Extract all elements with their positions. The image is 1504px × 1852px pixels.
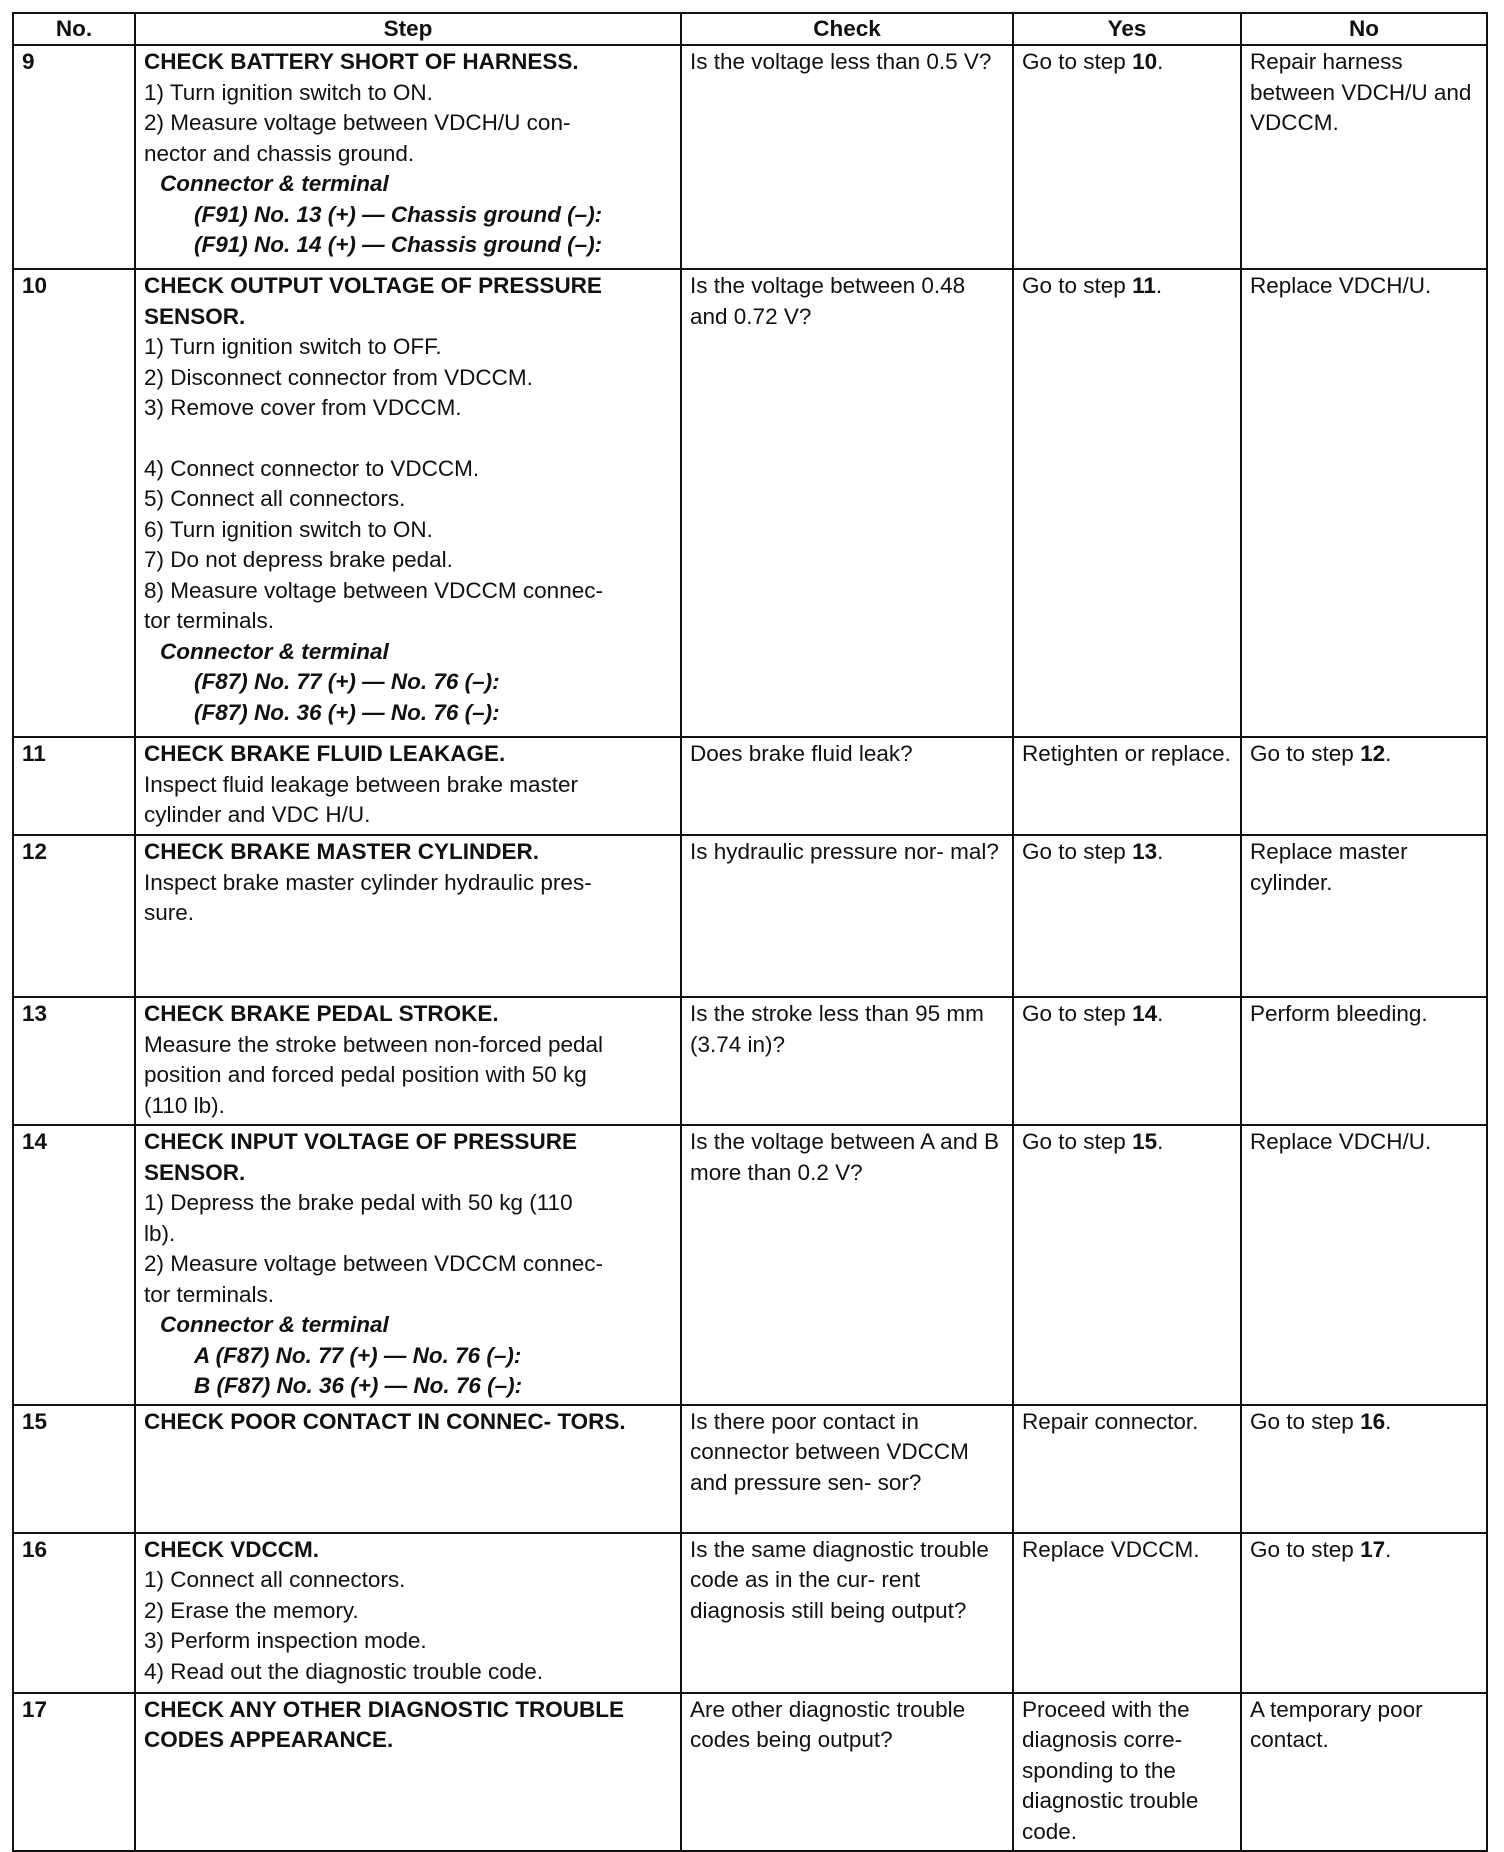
diagnostic-procedure-table	[12, 12, 1488, 1852]
yes-cell	[1013, 1125, 1241, 1405]
step-cell	[135, 1125, 681, 1405]
yes-step-number: 10	[1132, 49, 1158, 74]
step-line: 1) Connect all connectors.	[144, 1567, 406, 1592]
table-row	[13, 269, 1487, 737]
step-line: 2) Measure voltage between VDCH/U con-	[144, 110, 571, 135]
step-title: CHECK VDCCM.	[144, 1536, 320, 1562]
connector-terminal: (F87) No. 36 (+) — No. 76 (–):	[194, 699, 500, 725]
no-cell	[1241, 737, 1487, 835]
yes-text: Go to step	[1022, 1001, 1133, 1026]
yes-text: Go to step	[1022, 273, 1133, 298]
check-cell: Is the voltage between A and B more than 0.2 V?	[681, 1125, 1013, 1405]
step-line: Inspect fluid leakage between brake master	[144, 771, 579, 797]
step-number: 13	[13, 997, 135, 1125]
table-row	[13, 997, 1487, 1125]
step-cell	[135, 1693, 681, 1851]
table-header-row	[13, 13, 1487, 45]
no-step-number: 16	[1360, 1408, 1386, 1434]
step-line: 2) Measure voltage between VDCCM connec-	[144, 1251, 603, 1276]
step-line: 2) Erase the memory.	[144, 1597, 359, 1623]
table-row	[13, 1125, 1487, 1405]
yes-cell	[1013, 997, 1241, 1125]
connector-terminal-heading: Connector & terminal	[160, 1312, 389, 1337]
header-no: No.	[13, 13, 135, 45]
step-line: lb).	[144, 1220, 176, 1246]
step-cell	[135, 1533, 681, 1693]
table-row	[13, 1533, 1487, 1693]
step-number: 14	[13, 1125, 135, 1405]
step-line: nector and chassis ground.	[144, 140, 415, 166]
step-line: tor terminals.	[144, 1281, 275, 1307]
yes-cell: Repair connector.	[1013, 1405, 1241, 1533]
step-number: 16	[13, 1533, 135, 1693]
table-row	[13, 737, 1487, 835]
step-title: CHECK POOR CONTACT IN CONNEC- TORS.	[144, 1408, 626, 1434]
step-line: (110 lb).	[144, 1092, 225, 1118]
yes-suffix: .	[1157, 1129, 1164, 1154]
table-row	[13, 835, 1487, 997]
step-line: sure.	[144, 900, 195, 925]
connector-terminal: (F91) No. 13 (+) — Chassis ground (–):	[194, 201, 603, 227]
step-line: position and forced pedal position with 50 kg	[144, 1062, 587, 1087]
step-number: 11	[13, 737, 135, 835]
step-line: 3) Remove cover from VDCCM.	[144, 395, 462, 420]
step-cell	[135, 737, 681, 835]
no-cell	[1241, 1405, 1487, 1533]
no-text: Go to step	[1250, 1408, 1361, 1434]
step-line: Inspect brake master cylinder hydraulic pres-	[144, 869, 592, 895]
step-line: Measure the stroke between non-forced pedal	[144, 1031, 604, 1057]
step-line: 6) Turn ignition switch to ON.	[144, 516, 433, 542]
step-title: CHECK INPUT VOLTAGE OF PRESSURE SENSOR.	[144, 1129, 577, 1185]
yes-step-number: 15	[1132, 1129, 1158, 1154]
step-number: 17	[13, 1693, 135, 1851]
yes-cell	[1013, 835, 1241, 997]
step-cell	[135, 997, 681, 1125]
no-suffix: .	[1385, 1536, 1392, 1562]
yes-text: Go to step	[1022, 839, 1133, 864]
yes-cell: Retighten or replace.	[1013, 737, 1241, 835]
no-step-number: 17	[1360, 1536, 1386, 1562]
no-cell: Repair harness between VDCH/U and VDCCM.	[1241, 45, 1487, 269]
connector-terminal: (F91) No. 14 (+) — Chassis ground (–):	[194, 232, 603, 257]
step-line: 1) Turn ignition switch to OFF.	[144, 334, 442, 359]
step-title: CHECK OUTPUT VOLTAGE OF PRESSURE SENSOR.	[144, 273, 602, 329]
step-number: 10	[13, 269, 135, 737]
step-cell	[135, 1405, 681, 1533]
connector-terminal-heading: Connector & terminal	[160, 171, 389, 196]
step-line: 1) Depress the brake pedal with 50 kg (110	[144, 1190, 573, 1215]
check-cell: Is the stroke less than 95 mm (3.74 in)?	[681, 997, 1013, 1125]
check-cell: Does brake fluid leak?	[681, 737, 1013, 835]
step-title: CHECK BRAKE MASTER CYLINDER.	[144, 839, 540, 864]
yes-step-number: 13	[1132, 839, 1158, 864]
yes-cell	[1013, 45, 1241, 269]
check-cell: Are other diagnostic trouble codes being output?	[681, 1693, 1013, 1851]
check-cell: Is the same diagnostic trouble code as in the cur- rent diagnosis still being output?	[681, 1533, 1013, 1693]
connector-terminal: (F87) No. 77 (+) — No. 76 (–):	[194, 669, 500, 694]
step-title: CHECK BRAKE PEDAL STROKE.	[144, 1001, 499, 1026]
check-cell: Is the voltage between 0.48 and 0.72 V?	[681, 269, 1013, 737]
yes-suffix: .	[1157, 1001, 1164, 1026]
no-cell	[1241, 1533, 1487, 1693]
table-row	[13, 1693, 1487, 1851]
check-cell: Is there poor contact in connector between VDCCM and pressure sen- sor?	[681, 1405, 1013, 1533]
yes-suffix: .	[1157, 839, 1164, 864]
step-line: 5) Connect all connectors.	[144, 486, 406, 511]
step-number: 12	[13, 835, 135, 997]
header-step: Step	[135, 13, 681, 45]
step-line: 3) Perform inspection mode.	[144, 1628, 427, 1653]
table-row	[13, 45, 1487, 269]
step-title: CHECK BATTERY SHORT OF HARNESS.	[144, 49, 579, 74]
yes-text: Go to step	[1022, 49, 1133, 74]
header-yes: Yes	[1013, 13, 1241, 45]
yes-cell: Proceed with the diagnosis corre- sponding to the diagnostic trouble code.	[1013, 1693, 1241, 1851]
yes-cell	[1013, 269, 1241, 737]
yes-text: Go to step	[1022, 1129, 1133, 1154]
step-number: 15	[13, 1405, 135, 1533]
step-line: 4) Read out the diagnostic trouble code.	[144, 1658, 544, 1684]
yes-suffix: .	[1155, 273, 1163, 298]
step-cell	[135, 45, 681, 269]
table-row	[13, 1405, 1487, 1533]
step-line: 4) Connect connector to VDCCM.	[144, 455, 480, 481]
step-cell	[135, 835, 681, 997]
no-cell: Replace VDCH/U.	[1241, 1125, 1487, 1405]
connector-terminal: A (F87) No. 77 (+) — No. 76 (–):	[194, 1342, 522, 1368]
yes-cell: Replace VDCCM.	[1013, 1533, 1241, 1693]
no-cell: A temporary poor contact.	[1241, 1693, 1487, 1851]
step-line: 1) Turn ignition switch to ON.	[144, 79, 433, 105]
step-line: cylinder and VDC H/U.	[144, 802, 371, 827]
step-title: CHECK BRAKE FLUID LEAKAGE.	[144, 741, 506, 766]
connector-terminal-heading: Connector & terminal	[160, 638, 389, 664]
yes-step-number: 14	[1132, 1001, 1158, 1026]
header-no-result: No	[1241, 13, 1487, 45]
step-line: tor terminals.	[144, 608, 275, 633]
no-suffix: .	[1385, 1408, 1392, 1434]
check-cell: Is the voltage less than 0.5 V?	[681, 45, 1013, 269]
step-cell	[135, 269, 681, 737]
no-cell: Perform bleeding.	[1241, 997, 1487, 1125]
no-step-number: 12	[1360, 741, 1386, 766]
no-text: Go to step	[1250, 1536, 1361, 1562]
yes-step-number: 11	[1132, 273, 1156, 298]
step-number: 9	[13, 45, 135, 269]
connector-terminal: B (F87) No. 36 (+) — No. 76 (–):	[194, 1373, 523, 1398]
yes-suffix: .	[1157, 49, 1164, 74]
check-cell: Is hydraulic pressure nor- mal?	[681, 835, 1013, 997]
spacer	[144, 424, 673, 454]
no-cell: Replace VDCH/U.	[1241, 269, 1487, 737]
step-line: 7) Do not depress brake pedal.	[144, 547, 453, 572]
step-line: 2) Disconnect connector from VDCCM.	[144, 364, 533, 390]
no-suffix: .	[1385, 741, 1392, 766]
header-check: Check	[681, 13, 1013, 45]
step-line: 8) Measure voltage between VDCCM connec-	[144, 577, 603, 603]
no-text: Go to step	[1250, 741, 1361, 766]
no-cell: Replace master cylinder.	[1241, 835, 1487, 997]
step-title: CHECK ANY OTHER DIAGNOSTIC TROUBLE CODES APPEARANCE.	[144, 1696, 625, 1752]
